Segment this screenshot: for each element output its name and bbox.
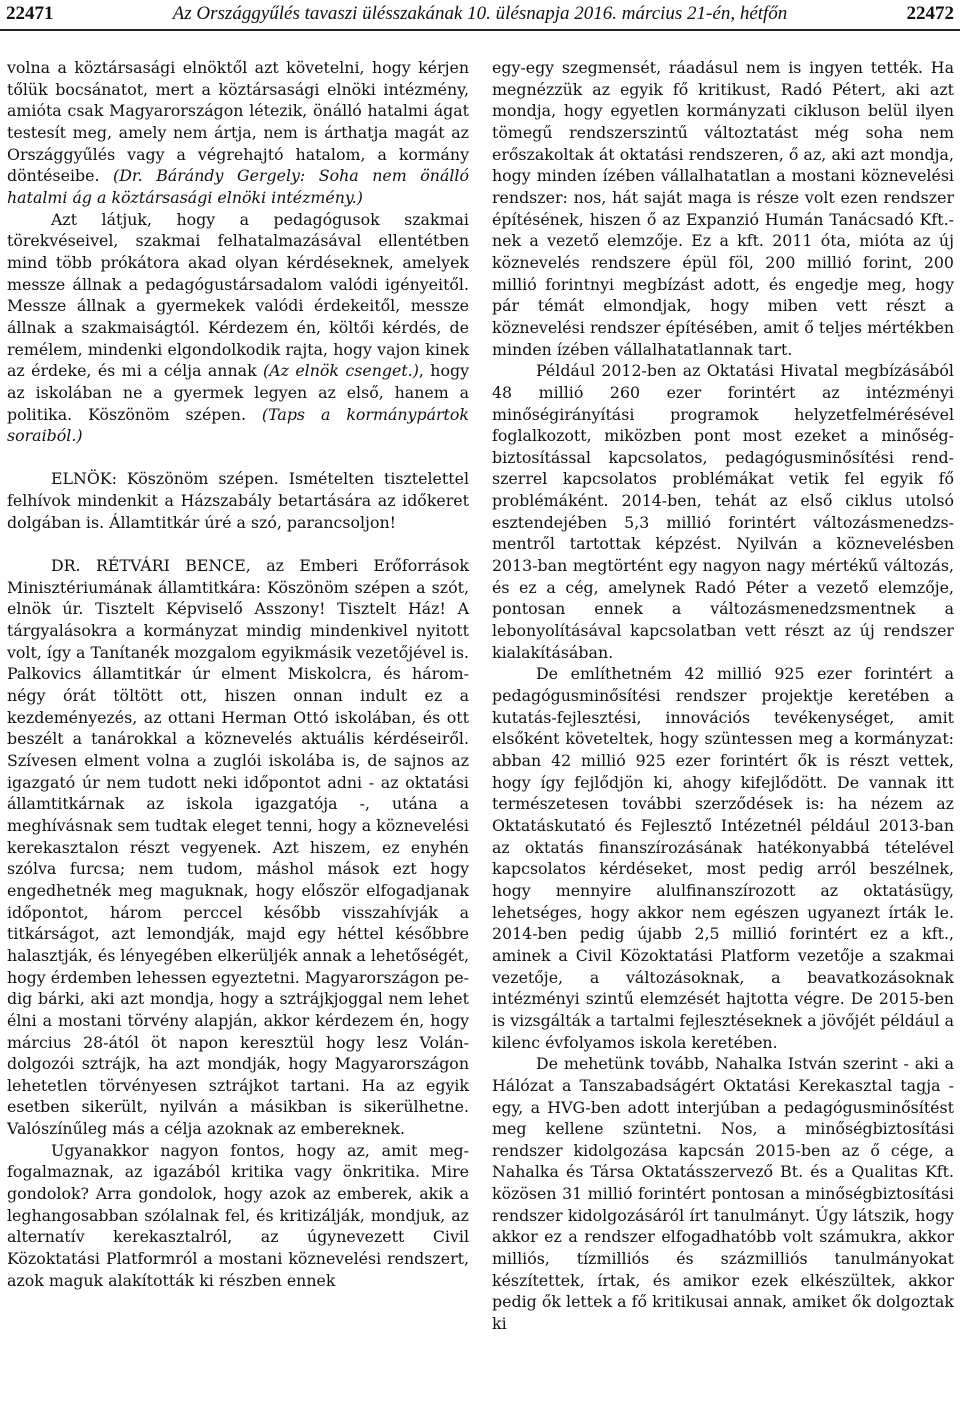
text-run: De említhetném 42 millió 925 ezer forintért a pedagógusminősítési rendszer projektje keretében a kutatás-fejlesztési, innovációs tevékenységet, amit elsőként követeltek, hogy szüntessen meg a kormányzat: abban 42 millió 925 ezer forintért ők is részt vettek, hogy így fejlődjön ki, ahogy kifejlődött. De vannak itt természetesen további szerződések is: ha nézem az Oktatáskutató és Fejlesztő Intézetnél például 2013-ban az oktatás finanszírozásának hatékonyabbá tételével kapcsolatos kérdéseket, most pedig arról beszélnek, hogy mennyire alulfinanszírozott az oktatásügy, lehetséges, hogy akkor nem egészen ugyanezt írták le. 2014-ben pedig újabb 2,5 millió forintért ez a kft., aminek a Civil Közoktatási Platform vezetője a szakmai vezetője, a változásoknak, a beavatkozásoknak intézményi szintű elemzését hajtotta végre. De 2015-ben is vizsgálták a tartalmi fejlesztéseknek a jövőjét például a kilenc évfolyamos iskola keretében. xyxy=(492,664,954,1052)
text-run: De mehetünk tovább, Nahalka István szerint - aki a Hálózat a Tanszabadságért Oktatási Kerekasztal tagja - egy, a HVG-ben adott interjúban a pedagógusminősítést meg kellene szüntetni. Nos, a minőségbiztosítási rendszer kidolgozása kapcsán 2015-ben az ő cége, a Nahalka és Társa Oktatásszervező Bt. és a Qualitas Kft. közösen 31 millió forintért pontosan a minőségbiztosítási rendszer kidolgozásáról írt tanulmányt. Úgy látszik, hogy akkor ez a rendszer elfogadhatóbb volt számukra, akkor milliós, tízmilliós és százmilliós tanulmányokat készítettek, írtak, és amikor ezek elkészültek, akkor pedig ők lettek a fő kritikusai annak, amiket ők dolgoztak ki xyxy=(492,1054,954,1334)
paragraph xyxy=(7,468,469,533)
text-run: egy-egy szegmensét, ráadásul nem is ingyen tették. Ha megnézzük az egyik fő kritikust, Radó Pétert, aki azt mondja, hogy egyetlen kormányzati cikluson belül ilyen tömegű rendszerszintű változtatást még soha nem erőszakoltak át oktatási rendszeren, ő az, aki azt mondja, hogy minden ízében vállalhatatlan a mostani köznevelési rendszer: nos, hát saját maga is része volt ezen rendszer építésének, hiszen ő az Expanzió Humán Tanácsadó Kft.-nek a vezető elemzője. Ez a kft. 2011 óta, mióta az új köznevelés rendszere épül föl, 200 millió forint, 200 millió forintnyi megbízást adott, és engedje meg, hogy pár témát elmondjak, hogy miben vett részt a köznevelési rendszer építésében, amit ő teljes mértékben minden ízében vállalhatatlannak tart. xyxy=(492,58,954,359)
running-title: Az Országgyűlés tavaszi ülésszakának 10. ülésnapja 2016. március 21-én, hétfőn xyxy=(172,3,788,24)
page-number-right: 22472 xyxy=(906,3,954,24)
italic-remark: (Dr. Bárándy Gergely: Soha nem önálló hatalmi ág a köztársasági elnöki intézmény.) xyxy=(7,166,469,207)
page-header xyxy=(0,0,960,28)
paragraph xyxy=(7,1140,469,1292)
paragraph xyxy=(492,57,954,360)
text-run: Azt látjuk, hogy a pedagógusok szakmai törekvéseivel, szakmai felhatalmazásával ellentétben mind több prókátora akad olyan kérdéseknek, amelyek messze állnak a pedagógustársadalom valódi igényeitől. Messze állnak a gyermekek valódi érdekeitől, messze állnak a szakmaiságtól. Kérdezem én, költői kérdés, de remélem, mindenki elgondolkodik rajta, hogy vajon kinek az érdeke, és mi a célja annak xyxy=(7,209,469,381)
text-run: Ugyanakkor nagyon fontos, hogy az, amit megfogalmaznak, az igazából kritika vagy önkritika. Mire gondolok? Arra gondolok, hogy azok az emberek, akik a leghangosabban szólalnak fel, és kritizálják, mondjuk, az alternatív kerekasztalról, az úgynevezett Civil Közoktatási Platformról a mostani köznevelési rendszert, azok maguk alakították ki részben ennek xyxy=(7,1140,469,1290)
header-rule xyxy=(0,29,960,31)
paragraph xyxy=(492,1053,954,1335)
italic-remark: (Taps a kormánypártok soraiból.) xyxy=(7,404,469,446)
text-run: DR. RÉTVÁRI BENCE, az Emberi Erőforrások Minisztériumának államtitkára: Köszönöm szépen a szót, elnök úr. Tisztelt Képviselő Asszony! Tisztelt Ház! A tárgyalásokra a kormányzat mindig mindenkivel nyitott volt, így a Tanítanék mozgalom egyikmásik vezetőjével is. Palkovics államtitkár úr elment Miskolcra, és három-négy órát töltött ott, hiszen onnan indult ez a kezdeményezés, az ottani Herman Ottó iskolában, és ott beszélt a tanárokkal a köznevelés aktuális kérdéseiről. Szívesen elment volna a zuglói iskolába is, de sajnos az igazgató úr nem tudott neki időpontot adni - az oktatási államtitkárnak az iskola igazgatója -, utána a meghívásnak sem tudtak eleget tenni, hogy a köznevelési kerekasztalon részt vegyenek. Azt hiszem, ez enyhén szólva furcsa; nem tudom, máshol mások ezt hogy engedhetnék meg maguknak, hogy először elfogadjanak időpontot, három perccel később visszahívják a titkárságot, azt lemondják, majd egy héttel későbbre halasztják, és lényegében elkerüljék annak a lehetőségét, hogy érdemben lehessen egyeztetni. Magyarországon pedig bárki, aki azt mondja, hogy a sztrájkjoggal nem lehet élni a mostani törvény alapján, akkor kérdezem én, hogy március 28-ától öt napon keresztül hogy lesz Volán-dolgozói sztrájk, ha azt mondják, hogy Magyarországon lehetetlen törvényesen sztrájkot tartani. Ha az egyik esetben sikerült, nyilván a másikban is sikerülhetne. Valószínűleg más a célja azoknak az embereknek. xyxy=(7,556,469,1139)
paragraph xyxy=(492,663,954,1053)
page-number-left: 22471 xyxy=(6,3,54,24)
paragraph xyxy=(7,57,469,209)
paragraph xyxy=(7,555,469,1140)
text-run: , hogy az iskolában ne a gyermek legyen az első, hanem a politika. Köszönöm szépen. xyxy=(7,361,469,424)
paragraph xyxy=(492,360,954,663)
text-run: Például 2012-ben az Oktatási Hivatal megbízásából 48 millió 260 ezer forintért az intézményi minőségirányítási programok helyzetfelmérésével foglalkozott, miközben pont most ezeket a minőségbiztosítással kapcsolatos, pedagógusminősítési rendszerrel kapcsolatos problémákat vetik fel egyik fő problémáként. 2014-ben, tehát az első ciklus utolsó esztendejében 5,3 millió forintért változásmenedzsmentről tartottak képzést. Nyilván a köznevelésben 2013-ban megtörtént egy nagyon nagy mértékű változás, és ez a cég, amelynek Radó Péter a vezető elemzője, pontosan ennek a változásmenedzsmentnek a lebonyolításával kapcsolatban vett részt az új rendszer kialakításában. xyxy=(492,361,954,662)
italic-remark: (Az elnök csenget.) xyxy=(263,361,419,381)
text-run: volna a köztársasági elnöktől azt követelni, hogy kérjen tőlük bocsánatot, mert a köztársasági elnöki intézmény, amióta csak Magyarországon létezik, önálló hatalmi ágat testesít meg, amely nem ártja, nem is árthatja magát az Országgyűlés vagy a végrehajtó hatalom, a kormány döntéseibe. xyxy=(7,58,469,186)
text-run: ELNÖK: Köszönöm szépen. Ismételten tisztelettel felhívok mindenkit a Házszabály betartására az időkeret dolgában is. Államtitkár úré a szó, parancsoljon! xyxy=(7,469,469,532)
right-column xyxy=(492,57,954,1335)
paragraph xyxy=(7,209,469,447)
left-column xyxy=(7,57,469,1291)
